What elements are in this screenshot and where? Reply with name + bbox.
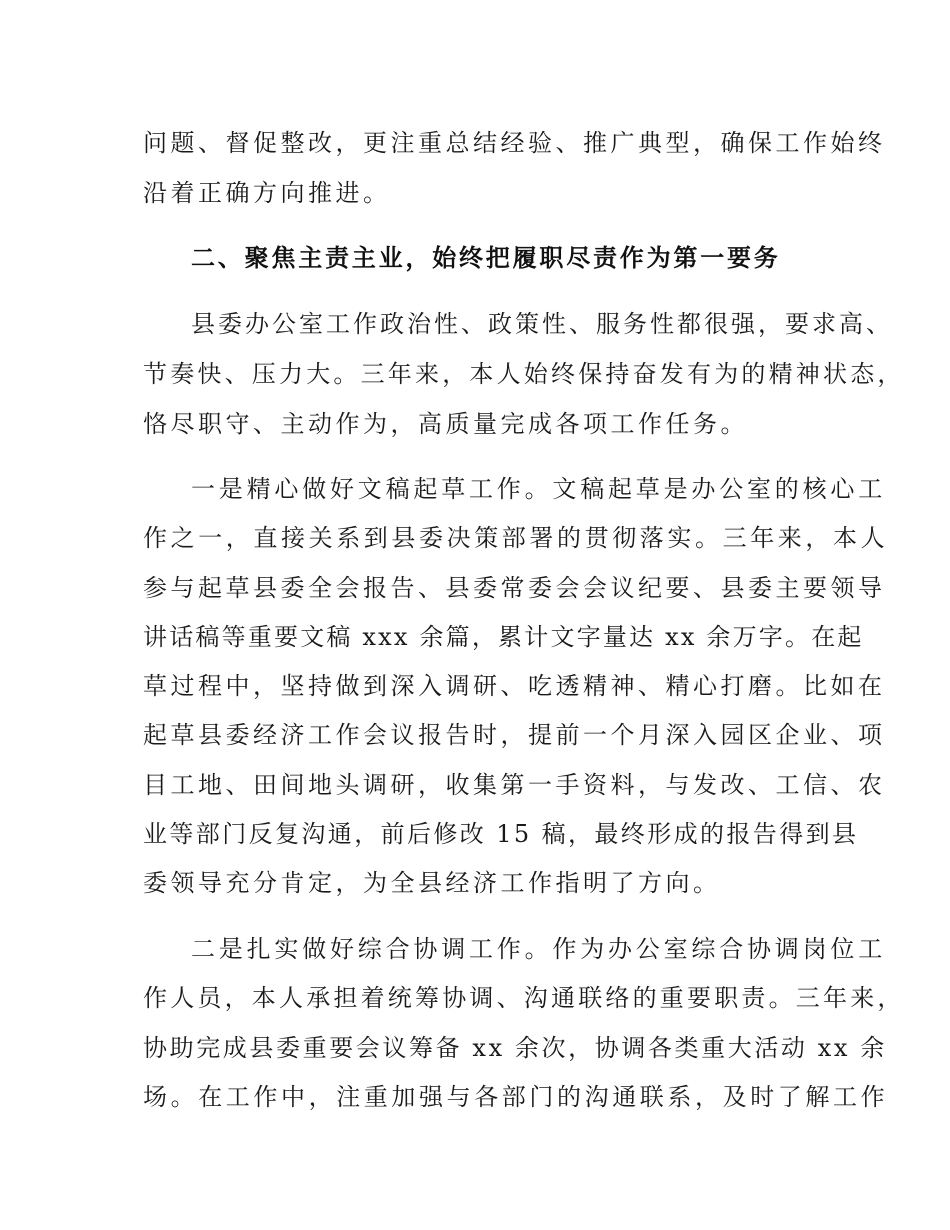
paragraph-line: 草过程中，坚持做到深入调研、吃透精神、精心打磨。比如在 — [143, 672, 886, 700]
paragraph-line: 一是精心做好文稿起草工作。文稿起草是办公室的核心工 — [191, 475, 886, 503]
paragraph-line: 二是扎实做好综合协调工作。作为办公室综合协调岗位工 — [191, 935, 886, 963]
paragraph-line: 起草县委经济工作会议报告时，提前一个月深入园区企业、项 — [143, 721, 886, 749]
section-heading: 二、聚焦主责主业，始终把履职尽责作为第一要务 — [191, 244, 781, 272]
paragraph-line: 业等部门反复沟通，前后修改 15 稿，最终形成的报告得到县 — [143, 820, 859, 848]
paragraph-line: 作之一，直接关系到县委决策部署的贯彻落实。三年来，本人 — [143, 524, 889, 552]
paragraph-line: 协助完成县委重要会议筹备 xx 余次，协调各类重大活动 xx 余 — [143, 1034, 887, 1062]
paragraph-line: 问题、督促整改，更注重总结经验、推广典型，确保工作始终 — [143, 129, 886, 157]
paragraph-line: 场。在工作中，注重加强与各部门的沟通联系，及时了解工作 — [143, 1083, 889, 1111]
paragraph-line: 作人员，本人承担着统筹协调、沟通联络的重要职责。三年来， — [143, 984, 905, 1012]
paragraph-line: 参与起草县委全会报告、县委常委会会议纪要、县委主要领导 — [143, 574, 886, 602]
paragraph-line: 沿着正确方向推进。 — [143, 179, 391, 207]
paragraph-line: 县委办公室工作政治性、政策性、服务性都很强，要求高、 — [191, 310, 893, 338]
paragraph-line: 委领导充分肯定，为全县经济工作指明了方向。 — [143, 869, 721, 897]
paragraph-line: 目工地、田间地头调研，收集第一手资料，与发改、工信、农 — [143, 771, 886, 799]
paragraph-line: 节奏快、压力大。三年来，本人始终保持奋发有为的精神状态， — [143, 360, 905, 388]
paragraph-line: 恪尽职守、主动作为，高质量完成各项工作任务。 — [143, 410, 748, 438]
paragraph-line: 讲话稿等重要文稿 xxx 余篇，累计文字量达 xx 余万字。在起 — [143, 623, 864, 651]
